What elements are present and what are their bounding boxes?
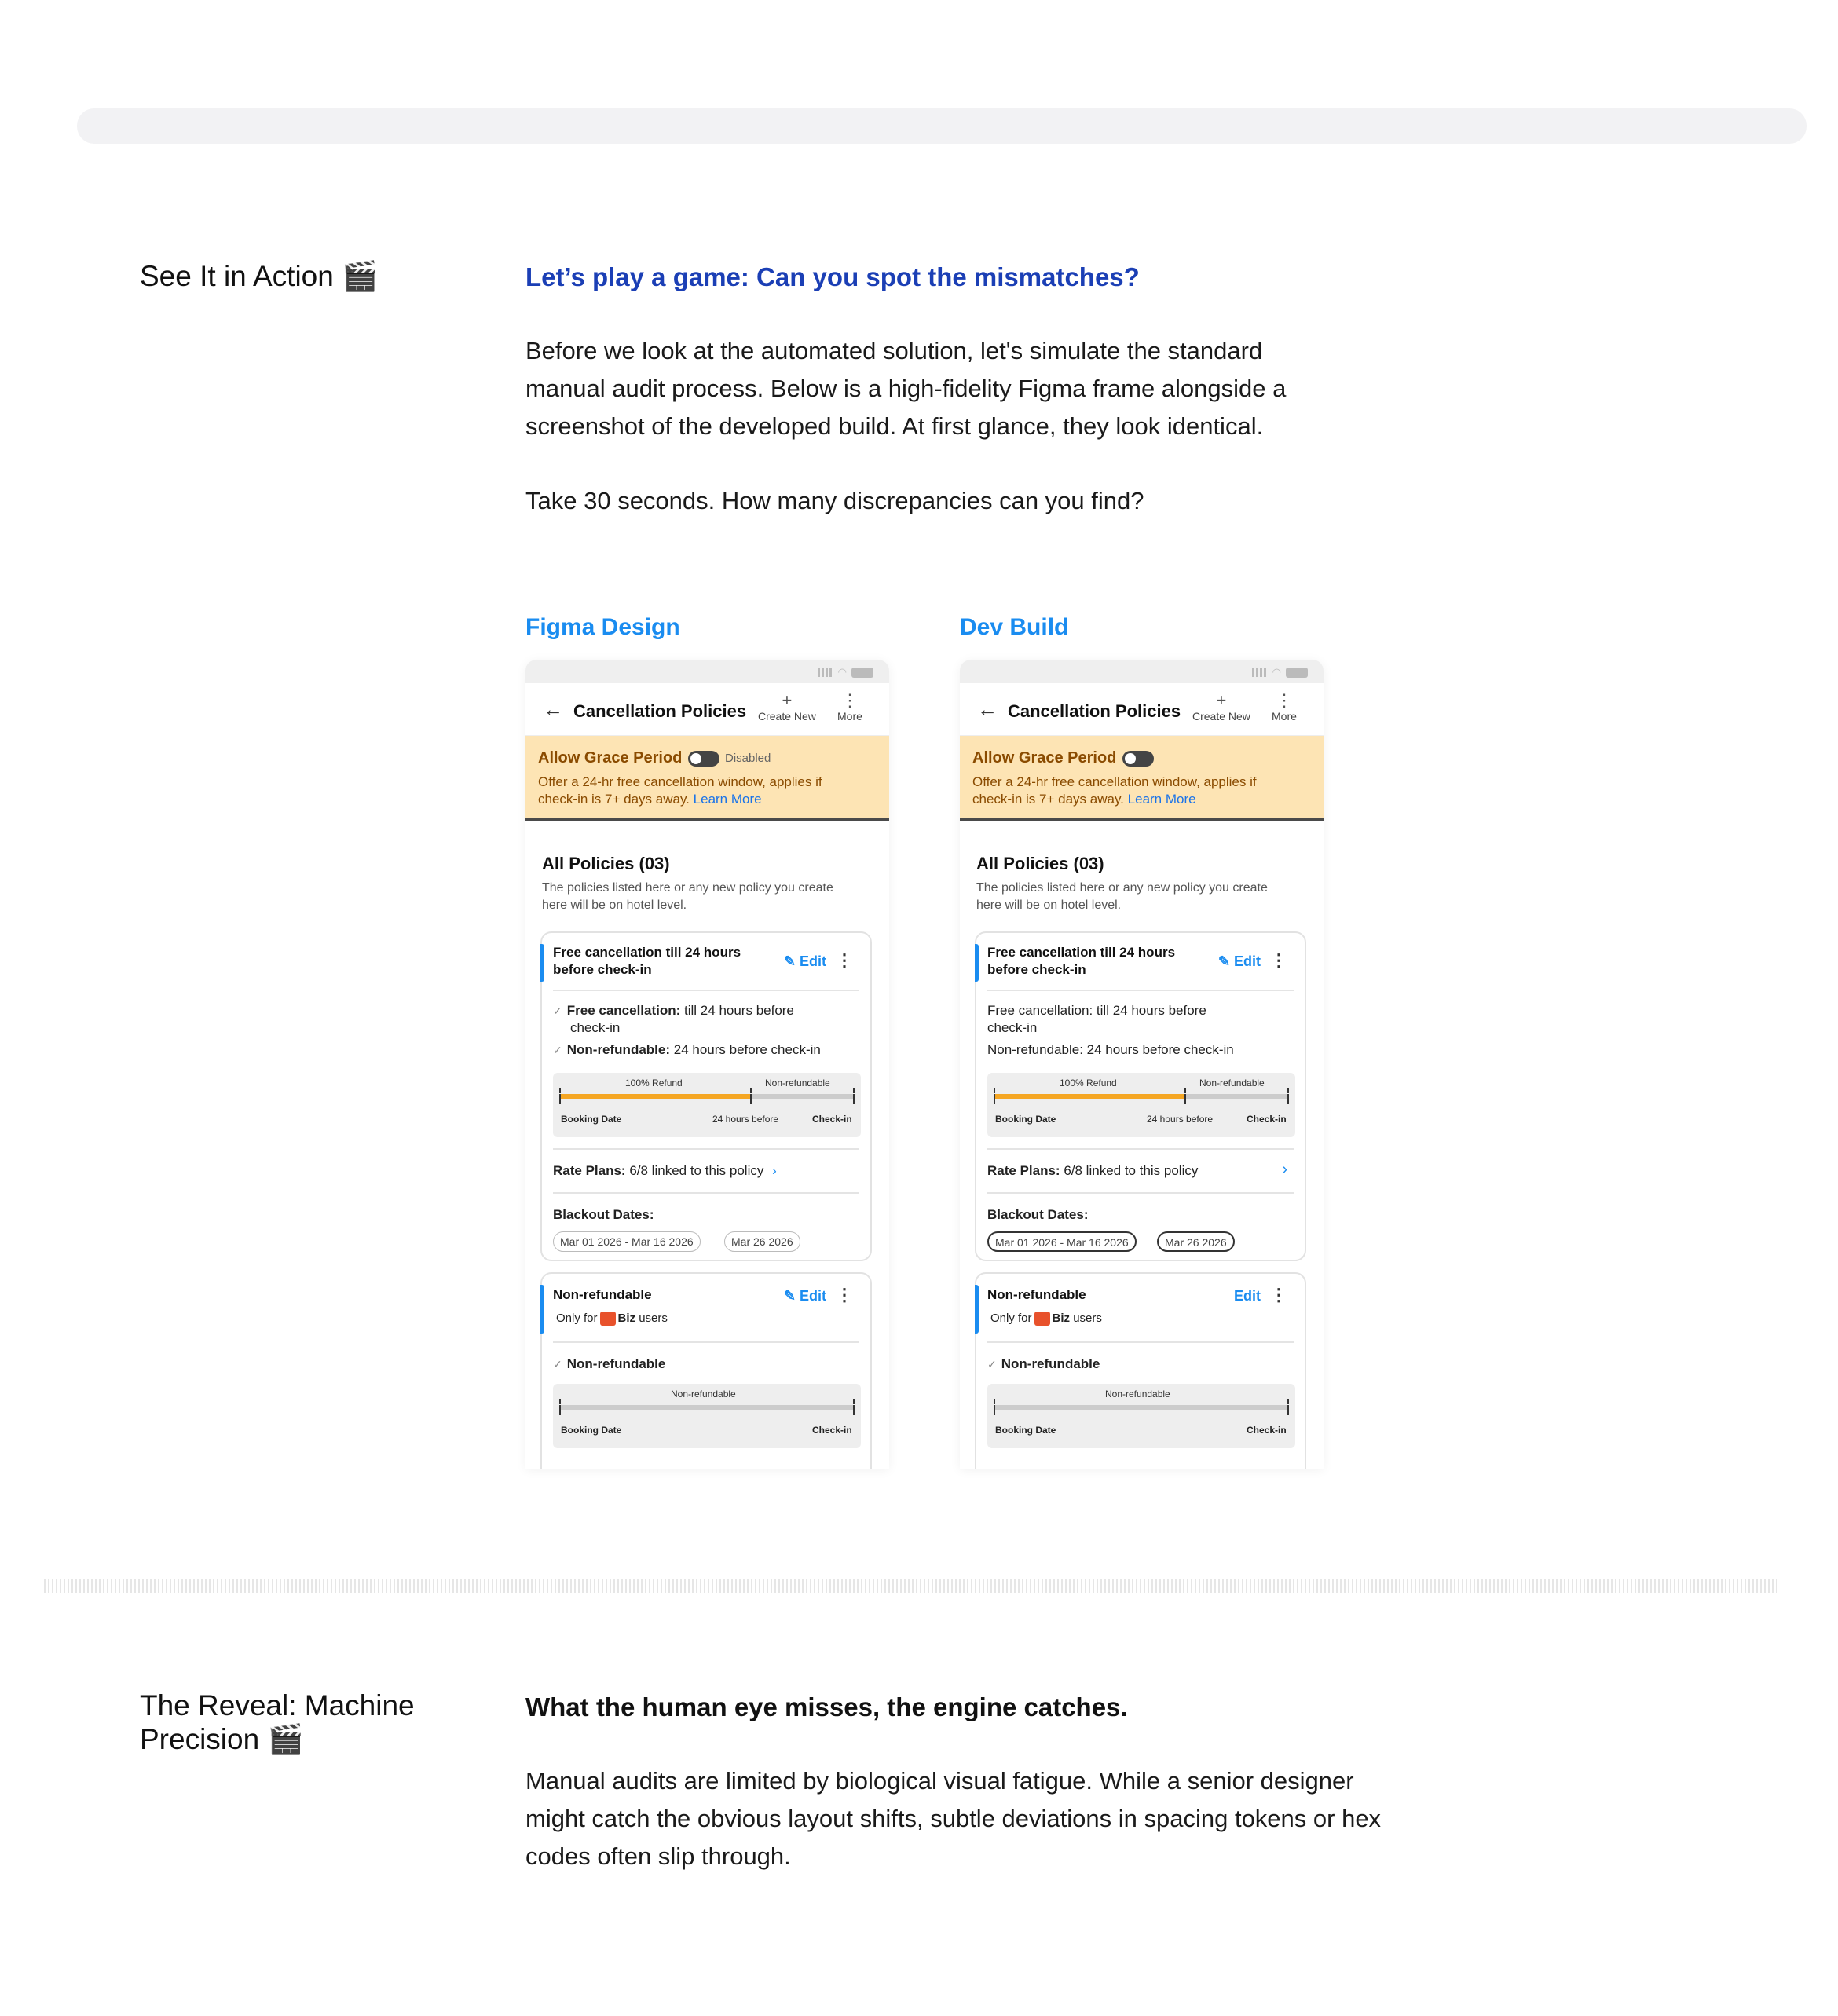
checkin-label: Check-in (812, 1114, 852, 1125)
text-line: here will be on hotel level. (542, 898, 687, 912)
nonref-line (553, 1041, 821, 1059)
policies-description (542, 880, 880, 914)
nonref-timeline-label: Non-refundable (1105, 1389, 1170, 1399)
grace-period-banner (960, 736, 1324, 821)
figma-design-label: Figma Design (525, 614, 680, 640)
status-bar (960, 660, 1324, 683)
timeline-tick (853, 1088, 855, 1104)
blackout-chip[interactable]: Mar 26 2026 (1157, 1231, 1235, 1252)
card-title: Non-refundable (553, 1287, 652, 1302)
intro-column (525, 262, 1547, 520)
edit-label: Edit (1234, 953, 1261, 969)
check-icon: ✓ (553, 1358, 562, 1370)
policy-card (540, 1272, 872, 1469)
nonref-item (553, 1356, 665, 1373)
rate-value: 6/8 linked to this policy (1064, 1163, 1199, 1178)
text-line: screenshot of the developed build. At first glance, they look identical. (525, 412, 1264, 440)
refund-timeline (553, 1073, 861, 1137)
booking-date-label: Booking Date (995, 1425, 1056, 1436)
biz-label: Biz (617, 1312, 636, 1325)
chevron-right-icon: › (772, 1163, 777, 1178)
grace-title: Allow Grace Period (538, 749, 683, 767)
timeline-tick (1287, 1399, 1289, 1415)
top-scroll-bar (77, 108, 1807, 144)
booking-date-label: Booking Date (561, 1425, 622, 1436)
before-label: 24 hours before (1147, 1114, 1214, 1125)
text-line: Free cancellation till 24 hours (553, 945, 741, 960)
blackout-chip[interactable]: Mar 26 2026 (724, 1231, 800, 1252)
biz-logo-icon (600, 1312, 616, 1326)
timeline-tick (559, 1088, 561, 1104)
nonref-bar (995, 1405, 1287, 1410)
learn-more-link[interactable]: Learn More (693, 792, 762, 807)
checkin-label: Check-in (1247, 1114, 1287, 1125)
timeline-tick (853, 1399, 855, 1415)
rate-plans-row[interactable] (553, 1162, 777, 1180)
nonref-item-label: Non-refundable (1001, 1356, 1100, 1371)
free-cancel-cont: check-in (987, 1020, 1038, 1035)
text-line: The policies listed here or any new policy you create (976, 881, 1268, 895)
nonref-label: Non-refundable: (987, 1042, 1083, 1057)
free-label: Free cancellation: (566, 1003, 681, 1018)
biz-users-line (556, 1310, 668, 1327)
refund-bar (561, 1094, 751, 1099)
free-value: till 24 hours before (1096, 1003, 1206, 1018)
card-accent (975, 1285, 979, 1334)
challenge-text: Take 30 seconds. How many discrepancies can you find? (525, 487, 1144, 514)
text-line: check-in is 7+ days away. (538, 792, 690, 807)
nonref-timeline-label: Non-refundable (671, 1389, 736, 1399)
more-label: More (837, 710, 862, 723)
dev-build-label: Dev Build (960, 614, 1069, 640)
before-label: 24 hours before (712, 1114, 779, 1125)
text-line: Free cancellation till 24 hours (987, 945, 1176, 960)
nonref-timeline-label: Non-refundable (765, 1078, 830, 1088)
card-menu-icon[interactable]: ⋮ (1270, 1285, 1287, 1304)
grace-period-banner (525, 736, 889, 821)
create-new-button[interactable] (758, 691, 816, 723)
text-line: Before we look at the automated solution, let's simulate the standard (525, 337, 1263, 364)
timeline-tick (1287, 1088, 1289, 1104)
text-line: here will be on hotel level. (976, 898, 1122, 912)
edit-button[interactable] (784, 1288, 826, 1304)
rate-label: Rate Plans: (987, 1163, 1060, 1178)
reveal-heading (140, 1689, 415, 1756)
all-policies-title: All Policies (03) (976, 854, 1104, 873)
check-icon: ✓ (553, 1044, 562, 1056)
timeline-tick (1184, 1088, 1186, 1104)
toggle-label: Disabled (725, 752, 771, 765)
card-accent (540, 944, 544, 982)
refund-bar (995, 1094, 1185, 1099)
policies-description (976, 880, 1314, 914)
nonref-value: 24 hours before check-in (1086, 1042, 1234, 1057)
chevron-right-icon[interactable]: › (1282, 1161, 1287, 1178)
edit-button[interactable] (784, 953, 826, 970)
more-label: More (1272, 710, 1297, 723)
card-title (553, 944, 741, 979)
divider (987, 990, 1294, 991)
refund-timeline (987, 1073, 1295, 1137)
nonref-timeline (553, 1384, 861, 1448)
section-divider (44, 1579, 1777, 1593)
figma-phone-frame (525, 660, 889, 1469)
text-line: Offer a 24-hr free cancellation window, applies if (538, 774, 822, 789)
back-arrow-icon[interactable]: ← (543, 697, 563, 721)
wifi-icon: ◠ (1272, 666, 1281, 678)
create-new-label: Create New (758, 710, 816, 723)
timeline-tick (994, 1399, 995, 1415)
check-icon: ✓ (553, 1004, 562, 1017)
grace-description (538, 774, 868, 808)
kebab-icon: ⋮ (840, 690, 859, 710)
nonref-timeline (987, 1384, 1295, 1448)
nonref-line (987, 1041, 1234, 1059)
biz-logo-icon (1034, 1312, 1050, 1326)
free-label: Free cancellation: (987, 1003, 1093, 1018)
card-accent (540, 1285, 544, 1334)
more-button[interactable] (837, 691, 862, 723)
divider (987, 1148, 1294, 1150)
reveal-bold: What the human eye misses, the engine catches. (525, 1692, 1128, 1721)
card-title (987, 944, 1175, 979)
nonref-item-label: Non-refundable (566, 1356, 666, 1371)
rate-label: Rate Plans: (553, 1163, 626, 1178)
edit-label: Edit (800, 1288, 826, 1304)
pencil-icon: ✎ (783, 1288, 796, 1304)
app-header (960, 683, 1324, 736)
create-new-button[interactable] (1192, 691, 1250, 723)
nonref-item (987, 1356, 1100, 1373)
all-policies-title: All Policies (03) (542, 854, 670, 873)
reveal-paragraph (525, 1762, 1547, 1875)
signal-icon (818, 668, 833, 677)
free-cancel-cont: check-in (570, 1020, 621, 1035)
page-title: Cancellation Policies (573, 701, 747, 721)
create-new-label: Create New (1192, 710, 1250, 723)
status-bar (525, 660, 889, 683)
battery-icon (851, 668, 873, 678)
divider (553, 1192, 859, 1194)
edit-label: Edit (1234, 1288, 1261, 1304)
text-line: codes often slip through. (525, 1842, 791, 1870)
blackout-chip[interactable]: Mar 01 2026 - Mar 16 2026 (987, 1231, 1137, 1252)
page-title: Cancellation Policies (1008, 701, 1181, 721)
grace-description (972, 774, 1302, 808)
wifi-icon: ◠ (837, 666, 847, 678)
nonref-bar (751, 1094, 853, 1099)
grace-toggle[interactable] (1122, 751, 1154, 767)
battery-icon (1286, 668, 1308, 678)
blackout-chip[interactable]: Mar 01 2026 - Mar 16 2026 (553, 1231, 701, 1252)
refund-label: 100% Refund (1060, 1078, 1117, 1088)
check-icon: ✓ (987, 1358, 997, 1370)
nonref-value: 24 hours before check-in (673, 1042, 821, 1057)
back-arrow-icon[interactable]: ← (977, 697, 998, 721)
text-line: manual audit process. Below is a high-fidelity Figma frame alongside a (525, 375, 1287, 402)
refund-label: 100% Refund (625, 1078, 683, 1088)
only-for-label: Only for (990, 1312, 1032, 1325)
edit-button[interactable] (1234, 1288, 1261, 1304)
edit-label: Edit (800, 953, 826, 969)
text-line: Precision 🎬 (140, 1723, 304, 1755)
app-header (525, 683, 889, 736)
biz-users-line (990, 1310, 1102, 1327)
text-line: Manual audits are limited by biological visual fatigue. While a senior designer (525, 1767, 1354, 1795)
edit-button[interactable] (1218, 953, 1261, 970)
checkin-label: Check-in (1247, 1425, 1287, 1436)
timeline-tick (750, 1088, 752, 1104)
blackout-label (553, 1206, 654, 1224)
divider (987, 1192, 1294, 1194)
divider (553, 990, 859, 991)
rate-value: 6/8 linked to this policy (629, 1163, 764, 1178)
kebab-icon: ⋮ (1275, 690, 1293, 710)
policy-card (540, 931, 872, 1261)
nonref-timeline-label: Non-refundable (1199, 1078, 1265, 1088)
timeline-tick (559, 1399, 561, 1415)
card-menu-icon[interactable]: ⋮ (836, 950, 853, 970)
checkin-label: Check-in (812, 1425, 852, 1436)
users-label: users (1073, 1312, 1102, 1325)
text-line: before check-in (987, 962, 1086, 977)
booking-date-label: Booking Date (995, 1114, 1056, 1125)
text-line: check-in is 7+ days away. (972, 792, 1124, 807)
free-cancel-line (553, 1002, 794, 1019)
free-cancel-line (987, 1002, 1206, 1019)
users-label: users (639, 1312, 668, 1325)
plus-icon: + (782, 690, 793, 710)
card-menu-icon[interactable]: ⋮ (1270, 950, 1287, 970)
divider (553, 1148, 859, 1150)
nonref-label: Non-refundable: (566, 1042, 671, 1057)
pencil-icon: ✎ (1217, 953, 1230, 969)
intro-paragraph (525, 332, 1547, 445)
policy-card (975, 931, 1306, 1261)
text-line: The Reveal: Machine (140, 1689, 415, 1721)
nonref-bar (561, 1405, 853, 1410)
text-line: might catch the obvious layout shifts, subtle deviations in spacing tokens or hex (525, 1805, 1382, 1832)
blackout-label (987, 1206, 1088, 1224)
section-heading: See It in Action 🎬 (140, 260, 379, 292)
booking-date-label: Booking Date (561, 1114, 622, 1125)
timeline-tick (994, 1088, 995, 1104)
dev-phone-frame (960, 660, 1324, 1469)
signal-icon (1252, 668, 1268, 677)
divider (553, 1341, 859, 1343)
text-line: Offer a 24-hr free cancellation window, applies if (972, 774, 1257, 789)
only-for-label: Only for (556, 1312, 598, 1325)
blackout-text: Blackout Dates: (553, 1207, 654, 1222)
more-button[interactable] (1272, 691, 1297, 723)
grace-title: Allow Grace Period (972, 749, 1117, 767)
biz-label: Biz (1052, 1312, 1071, 1325)
card-title: Non-refundable (987, 1287, 1086, 1302)
nonref-bar (1185, 1094, 1287, 1099)
grace-toggle[interactable] (688, 751, 719, 767)
divider (987, 1341, 1294, 1343)
rate-plans-row[interactable] (987, 1162, 1198, 1180)
card-accent (975, 944, 979, 982)
card-menu-icon[interactable]: ⋮ (836, 1285, 853, 1304)
free-value: till 24 hours before (684, 1003, 794, 1018)
plus-icon: + (1216, 690, 1227, 710)
policy-card (975, 1272, 1306, 1469)
blackout-text: Blackout Dates: (987, 1207, 1089, 1222)
game-question: Let’s play a game: Can you spot the mismatches? (525, 262, 1140, 291)
learn-more-link[interactable]: Learn More (1127, 792, 1196, 807)
text-line: before check-in (553, 962, 652, 977)
reveal-column (525, 1692, 1547, 1875)
pencil-icon: ✎ (783, 953, 796, 969)
text-line: The policies listed here or any new policy you create (542, 881, 833, 895)
